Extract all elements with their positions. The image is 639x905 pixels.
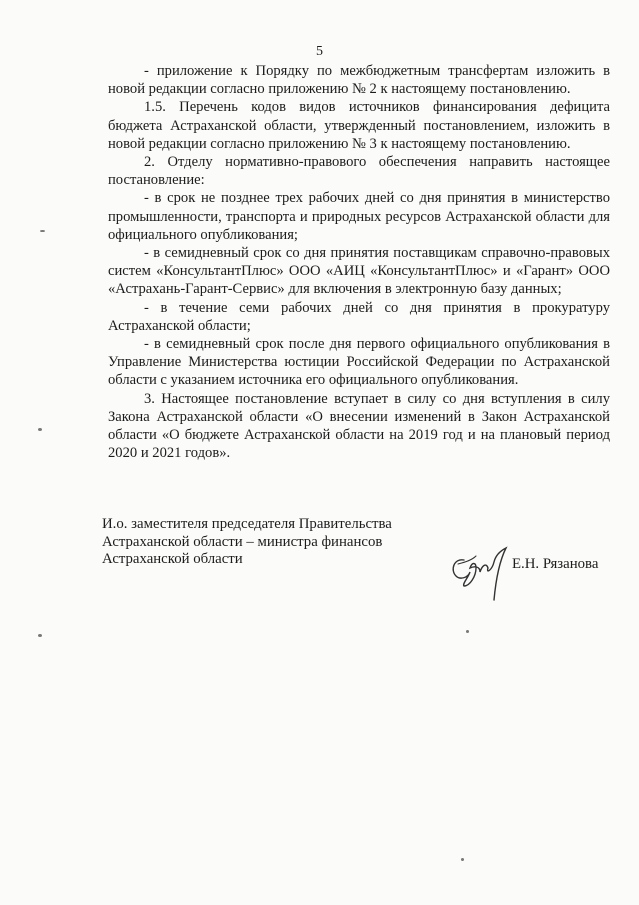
paragraph-publication-ministry: - в срок не позднее трех рабочих дней со дня принятия в министерство промышленности, транспорта и природных ресурсов Астраханской области для официального опубликования; bbox=[108, 190, 610, 243]
paragraph-justice-ministry: - в семидневный срок после дня первого официального опубликования в Управление Министерства юстиции Российской Федерации по Астраханской области с указанием источника его официального опубликования. bbox=[108, 336, 610, 389]
signature-position bbox=[102, 516, 392, 569]
signature-position-line: Астраханской области – министра финансов bbox=[102, 533, 383, 550]
paragraph-appendix-2: - приложение к Порядку по межбюджетным трансфертам изложить в новой редакции согласно приложению № 2 к настоящему постановлению. bbox=[108, 63, 610, 98]
paragraph-3: 3. Настоящее постановление вступает в силу со дня вступления в силу Закона Астраханской области «О внесении изменений в Закон Астраханской области «О бюджете Астраханской области на 2019 год и на плановый период 2020 и 2021 годов». bbox=[108, 390, 610, 462]
scan-artifact bbox=[38, 634, 42, 637]
signature-position-line: И.о. заместителя председателя Правительства bbox=[102, 516, 392, 532]
scan-artifact bbox=[466, 630, 469, 633]
document-body bbox=[108, 62, 610, 462]
page-number: 5 bbox=[316, 44, 323, 59]
scan-artifact bbox=[461, 858, 464, 861]
paragraph-prosecutor: - в течение семи рабочих дней со дня принятия в прокуратуру Астраханской области; bbox=[108, 299, 610, 334]
scan-artifact bbox=[38, 428, 42, 431]
signature-position-line: Астраханской области bbox=[102, 551, 243, 567]
paragraph-legal-systems: - в семидневный срок со дня принятия поставщикам справочно-правовых систем «КонсультантПлюс» ООО «АИЦ «КонсультантПлюс» и «Гарант» ООО «Астрахань-Гарант-Сервис» для включения в электронную базу данных; bbox=[108, 245, 610, 298]
signer-name: Е.Н. Рязанова bbox=[512, 556, 599, 572]
scan-artifact bbox=[40, 230, 45, 232]
paragraph-1-5: 1.5. Перечень кодов видов источников финансирования дефицита бюджета Астраханской области, утвержденный постановлением, изложить в новой редакции согласно приложению № 3 к настоящему постановлению. bbox=[108, 99, 610, 152]
paragraph-2: 2. Отделу нормативно-правового обеспечения направить настоящее постановление: bbox=[108, 154, 610, 189]
handwritten-signature bbox=[446, 540, 516, 602]
